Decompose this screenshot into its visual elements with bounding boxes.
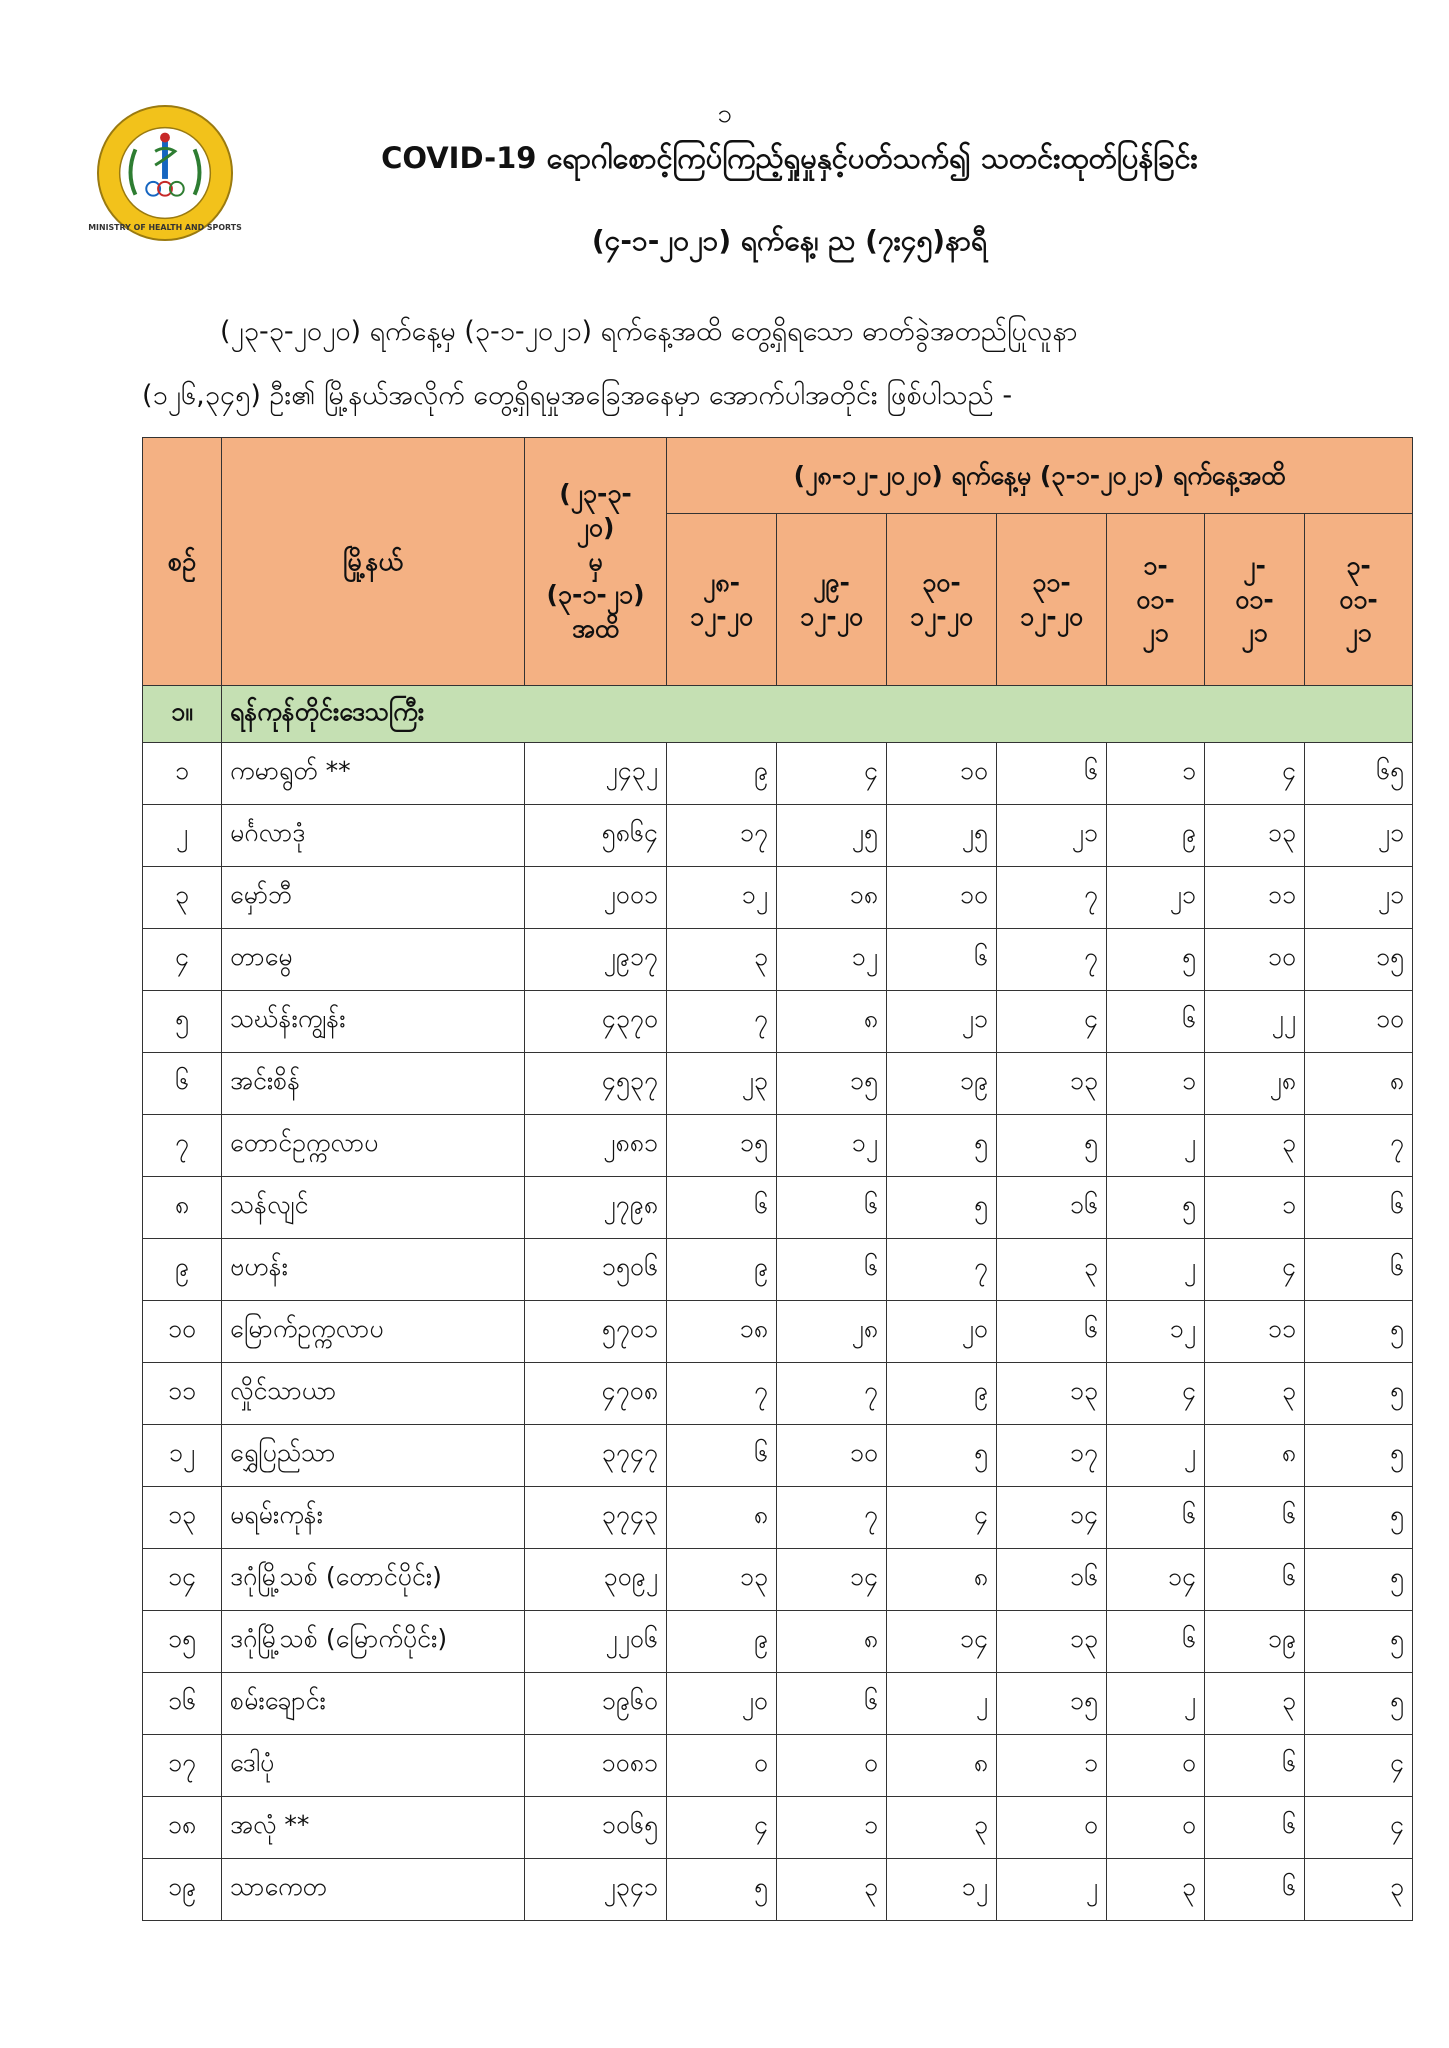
header-cumulative: (၂၃-၃- ၂၀) မှ (၃-၁-၂၁) အထိ — [525, 438, 667, 686]
daily-cases: ၆ — [1205, 1487, 1305, 1549]
daily-cases: ၁၅ — [997, 1673, 1107, 1735]
daily-cases: ၅ — [1305, 1549, 1413, 1611]
daily-cases: ၆ — [777, 1177, 887, 1239]
daily-cases: ၆ — [667, 1425, 777, 1487]
township-name: ဗဟန်း — [222, 1239, 525, 1301]
cumulative-cases: ၁၉၆၀ — [525, 1673, 667, 1735]
table-row — [143, 1735, 1413, 1797]
row-number: ၁၉ — [143, 1859, 222, 1921]
daily-cases: ၂၁ — [997, 805, 1107, 867]
cumulative-cases: ၂၂၀၆ — [525, 1611, 667, 1673]
row-number: ၆ — [143, 1053, 222, 1115]
daily-cases: ၇ — [997, 929, 1107, 991]
row-number: ၁၅ — [143, 1611, 222, 1673]
table-row — [143, 1549, 1413, 1611]
daily-cases: ၇ — [887, 1239, 997, 1301]
intro-line-1: (၂၃-၃-၂၀၂၀) ရက်နေ့မှ (၃-၁-၂၀၂၁) ရက်နေ့အထိ တွေ့ရှိရသော ဓာတ်ခွဲအတည်ပြုလူနာ — [220, 316, 1078, 347]
daily-cases: ၂၅ — [887, 805, 997, 867]
row-number: ၁၄ — [143, 1549, 222, 1611]
daily-cases: ၀ — [777, 1735, 887, 1797]
daily-cases: ၂၅ — [777, 805, 887, 867]
table-row — [143, 743, 1413, 805]
daily-cases: ၁၃ — [997, 1363, 1107, 1425]
daily-cases: ၆ — [1305, 1239, 1413, 1301]
daily-cases: ၇ — [1305, 1115, 1413, 1177]
daily-cases: ၅ — [1107, 929, 1205, 991]
daily-cases: ၇ — [667, 991, 777, 1053]
daily-cases: ၁ — [1205, 1177, 1305, 1239]
cumulative-cases: ၂၀၀၁ — [525, 867, 667, 929]
daily-cases: ၁၅ — [1305, 929, 1413, 991]
daily-cases: ၁၆ — [997, 1177, 1107, 1239]
row-number: ၁၃ — [143, 1487, 222, 1549]
daily-cases: ၂၀ — [887, 1301, 997, 1363]
daily-cases: ၆ — [1205, 1735, 1305, 1797]
daily-cases: ၁၁ — [1205, 1301, 1305, 1363]
cumulative-cases: ၂၇၉၈ — [525, 1177, 667, 1239]
township-name: သန်လျင် — [222, 1177, 525, 1239]
daily-cases: ၄ — [1205, 743, 1305, 805]
header-date-range: (၂၈-၁၂-၂၀၂၀) ရက်နေ့မှ (၃-၁-၂၀၂၁) ရက်နေ့အထိ — [667, 438, 1413, 514]
daily-cases: ၃ — [1107, 1859, 1205, 1921]
daily-cases: ၈ — [1305, 1053, 1413, 1115]
daily-cases: ၅ — [1305, 1425, 1413, 1487]
table-row — [143, 1797, 1413, 1859]
daily-cases: ၁ — [1107, 743, 1205, 805]
header-date-6: ၂- ၀၁- ၂၁ — [1205, 514, 1305, 686]
cumulative-cases: ၂၄၃၂ — [525, 743, 667, 805]
daily-cases: ၆ — [1205, 1797, 1305, 1859]
daily-cases: ၂ — [1107, 1673, 1205, 1735]
row-number: ၁၈ — [143, 1797, 222, 1859]
daily-cases: ၆ — [1305, 1177, 1413, 1239]
row-number: ၇ — [143, 1115, 222, 1177]
township-name: မြောက်ဥက္ကလာပ — [222, 1301, 525, 1363]
intro-line-2: (၁၂၆,၃၄၅) ဦး၏ မြို့နယ်အလိုက် တွေ့ရှိရမှုအခြေအနေမှာ အောက်ပါအတိုင်း ဖြစ်ပါသည် - — [142, 380, 1013, 411]
daily-cases: ၁၄ — [1107, 1549, 1205, 1611]
row-number: ၅ — [143, 991, 222, 1053]
cumulative-cases: ၂၉၁၇ — [525, 929, 667, 991]
daily-cases: ၁၀ — [887, 867, 997, 929]
daily-cases: ၉ — [667, 1239, 777, 1301]
daily-cases: ၈ — [667, 1487, 777, 1549]
daily-cases: ၂ — [887, 1673, 997, 1735]
daily-cases: ၆ — [1205, 1549, 1305, 1611]
township-name: ဒဂုံမြို့သစ် (မြောက်ပိုင်း) — [222, 1611, 525, 1673]
row-number: ၁၁ — [143, 1363, 222, 1425]
daily-cases: ၁၇ — [667, 805, 777, 867]
township-name: အလုံ ** — [222, 1797, 525, 1859]
daily-cases: ၃ — [777, 1859, 887, 1921]
row-number: ၁၇ — [143, 1735, 222, 1797]
daily-cases: ၁၃ — [1205, 805, 1305, 867]
daily-cases: ၆ — [1107, 1611, 1205, 1673]
township-name: လှိုင်သာယာ — [222, 1363, 525, 1425]
daily-cases: ၅ — [997, 1115, 1107, 1177]
daily-cases: ၁၅ — [777, 1053, 887, 1115]
daily-cases: ၈ — [1205, 1425, 1305, 1487]
township-name: မင်္ဂလာဒုံ — [222, 805, 525, 867]
cumulative-cases: ၃၀၉၂ — [525, 1549, 667, 1611]
document-title: COVID-19 ရောဂါစောင့်ကြပ်ကြည့်ရှုမှုနှင့်ပတ်သက်၍ သတင်းထုတ်ပြန်ခြင်း — [381, 141, 1198, 175]
daily-cases: ၀ — [997, 1797, 1107, 1859]
daily-cases: ၂ — [1107, 1239, 1205, 1301]
table-row — [143, 1177, 1413, 1239]
daily-cases: ၁၂ — [777, 929, 887, 991]
daily-cases: ၆ — [667, 1177, 777, 1239]
table-row — [143, 1611, 1413, 1673]
cumulative-cases: ၅၇၀၁ — [525, 1301, 667, 1363]
daily-cases: ၁၀ — [1205, 929, 1305, 991]
daily-cases: ၁၂ — [1107, 1301, 1205, 1363]
daily-cases: ၁၈ — [777, 867, 887, 929]
daily-cases: ၈ — [777, 991, 887, 1053]
daily-cases: ၉ — [667, 743, 777, 805]
row-number: ၁ — [143, 743, 222, 805]
township-name: သဃ်န်းကျွန်း — [222, 991, 525, 1053]
table-row — [143, 1301, 1413, 1363]
daily-cases: ၄ — [1205, 1239, 1305, 1301]
daily-cases: ၃ — [1305, 1859, 1413, 1921]
daily-cases: ၁၆ — [997, 1549, 1107, 1611]
daily-cases: ၆ — [887, 929, 997, 991]
region-name: ရန်ကုန်တိုင်းဒေသကြီး — [222, 686, 1413, 743]
row-number: ၃ — [143, 867, 222, 929]
daily-cases: ၁ — [777, 1797, 887, 1859]
daily-cases: ၁၃ — [997, 1053, 1107, 1115]
region-number: ၁။ — [143, 686, 222, 743]
header-township: မြို့နယ် — [222, 438, 525, 686]
daily-cases: ၅ — [1305, 1673, 1413, 1735]
daily-cases: ၂ — [1107, 1425, 1205, 1487]
township-name: မရမ်းကုန်း — [222, 1487, 525, 1549]
header-date-3: ၃၀- ၁၂-၂၀ — [887, 514, 997, 686]
daily-cases: ၆ — [997, 743, 1107, 805]
daily-cases: ၃ — [1205, 1363, 1305, 1425]
daily-cases: ၄ — [1107, 1363, 1205, 1425]
daily-cases: ၁၀ — [1305, 991, 1413, 1053]
daily-cases: ၂၁ — [1107, 867, 1205, 929]
daily-cases: ၅ — [887, 1115, 997, 1177]
daily-cases: ၇ — [667, 1363, 777, 1425]
daily-cases: ၃ — [1205, 1115, 1305, 1177]
cumulative-cases: ၄၇၀၈ — [525, 1363, 667, 1425]
daily-cases: ၂၈ — [777, 1301, 887, 1363]
daily-cases: ၁၉ — [887, 1053, 997, 1115]
cumulative-cases: ၂၈၈၁ — [525, 1115, 667, 1177]
daily-cases: ၁၁ — [1205, 867, 1305, 929]
daily-cases: ၄ — [887, 1487, 997, 1549]
daily-cases: ၁၀ — [887, 743, 997, 805]
header-date-2: ၂၉- ၁၂-၂၀ — [777, 514, 887, 686]
daily-cases: ၆ — [1107, 1487, 1205, 1549]
daily-cases: ၄ — [997, 991, 1107, 1053]
township-cases-table — [142, 437, 1413, 1921]
daily-cases: ၃ — [887, 1797, 997, 1859]
daily-cases: ၂၁ — [1305, 867, 1413, 929]
daily-cases: ၁၅ — [667, 1115, 777, 1177]
daily-cases: ၆ — [1205, 1859, 1305, 1921]
table-row — [143, 1115, 1413, 1177]
daily-cases: ၃ — [997, 1239, 1107, 1301]
daily-cases: ၇ — [777, 1487, 887, 1549]
daily-cases: ၁ — [1107, 1053, 1205, 1115]
daily-cases: ၆၅ — [1305, 743, 1413, 805]
daily-cases: ၀ — [1107, 1735, 1205, 1797]
daily-cases: ၁၂ — [777, 1115, 887, 1177]
township-name: တာမွေ — [222, 929, 525, 991]
daily-cases: ၆ — [1107, 991, 1205, 1053]
document-subtitle: (၄-၁-၂၀၂၁) ရက်နေ့၊ ည (၇း၄၅)နာရီ — [591, 224, 988, 257]
row-number: ၄ — [143, 929, 222, 991]
township-name: သာကေတ — [222, 1859, 525, 1921]
header-date-4: ၃၁- ၁၂-၂၀ — [997, 514, 1107, 686]
daily-cases: ၅ — [667, 1859, 777, 1921]
township-name: ရွှေပြည်သာ — [222, 1425, 525, 1487]
row-number: ၁၂ — [143, 1425, 222, 1487]
daily-cases: ၉ — [1107, 805, 1205, 867]
daily-cases: ၅ — [1305, 1611, 1413, 1673]
cumulative-cases: ၄၃၇၀ — [525, 991, 667, 1053]
daily-cases: ၁ — [997, 1735, 1107, 1797]
cumulative-cases: ၁၀၈၁ — [525, 1735, 667, 1797]
header-date-5: ၁- ၀၁- ၂၁ — [1107, 514, 1205, 686]
cumulative-cases: ၁၅၀၆ — [525, 1239, 667, 1301]
cumulative-cases: ၃၇၄၃ — [525, 1487, 667, 1549]
table-row — [143, 1487, 1413, 1549]
row-number: ၁၀ — [143, 1301, 222, 1363]
cumulative-cases: ၃၇၄၇ — [525, 1425, 667, 1487]
daily-cases: ၆ — [777, 1673, 887, 1735]
row-number: ၁၆ — [143, 1673, 222, 1735]
daily-cases: ၅ — [1305, 1301, 1413, 1363]
township-name: ဒဂုံမြို့သစ် (တောင်ပိုင်း) — [222, 1549, 525, 1611]
daily-cases: ၈ — [887, 1549, 997, 1611]
daily-cases: ၈ — [887, 1735, 997, 1797]
daily-cases: ၁၄ — [997, 1487, 1107, 1549]
logo-text: MINISTRY OF HEALTH AND SPORTS — [88, 223, 242, 233]
township-name: ဒေါပုံ — [222, 1735, 525, 1797]
table-row — [143, 1053, 1413, 1115]
header-date-7: ၃- ၀၁- ၂၁ — [1305, 514, 1413, 686]
table-row — [143, 1363, 1413, 1425]
daily-cases: ၄ — [1305, 1797, 1413, 1859]
cumulative-cases: ၄၅၃၇ — [525, 1053, 667, 1115]
table-row — [143, 805, 1413, 867]
row-number: ၈ — [143, 1177, 222, 1239]
daily-cases: ၁၃ — [997, 1611, 1107, 1673]
daily-cases: ၂၁ — [887, 991, 997, 1053]
daily-cases: ၆ — [997, 1301, 1107, 1363]
daily-cases: ၇ — [777, 1363, 887, 1425]
daily-cases: ၄ — [777, 743, 887, 805]
daily-cases: ၁၀ — [777, 1425, 887, 1487]
township-name: ကမာရွတ် ** — [222, 743, 525, 805]
daily-cases: ၃ — [1205, 1673, 1305, 1735]
row-number: ၉ — [143, 1239, 222, 1301]
daily-cases: ၁၃ — [667, 1549, 777, 1611]
daily-cases: ၇ — [997, 867, 1107, 929]
daily-cases: ၀ — [667, 1735, 777, 1797]
daily-cases: ၂ — [997, 1859, 1107, 1921]
page-number: ၁ — [717, 99, 732, 129]
daily-cases: ၀ — [1107, 1797, 1205, 1859]
daily-cases: ၉ — [667, 1611, 777, 1673]
daily-cases: ၂ — [1107, 1115, 1205, 1177]
table-row — [143, 1673, 1413, 1735]
daily-cases: ၄ — [1305, 1735, 1413, 1797]
daily-cases: ၂၁ — [1305, 805, 1413, 867]
table-row — [143, 1239, 1413, 1301]
daily-cases: ၅ — [1305, 1487, 1413, 1549]
daily-cases: ၅ — [1305, 1363, 1413, 1425]
daily-cases: ၁၈ — [667, 1301, 777, 1363]
daily-cases: ၂၀ — [667, 1673, 777, 1735]
table-row — [143, 1859, 1413, 1921]
table-row — [143, 929, 1413, 991]
township-name: စမ်းချောင်း — [222, 1673, 525, 1735]
table-row — [143, 867, 1413, 929]
daily-cases: ၆ — [777, 1239, 887, 1301]
daily-cases: ၈ — [777, 1611, 887, 1673]
daily-cases: ၁၂ — [887, 1859, 997, 1921]
header-date-1: ၂၈- ၁၂-၂၀ — [667, 514, 777, 686]
daily-cases: ၃ — [667, 929, 777, 991]
region-row — [143, 686, 1413, 743]
daily-cases: ၁၇ — [997, 1425, 1107, 1487]
header-no: စဉ် — [143, 438, 222, 686]
cumulative-cases: ၁၀၆၅ — [525, 1797, 667, 1859]
row-number: ၂ — [143, 805, 222, 867]
daily-cases: ၁၂ — [667, 867, 777, 929]
township-name: အင်းစိန် — [222, 1053, 525, 1115]
table-row — [143, 1425, 1413, 1487]
table-row — [143, 991, 1413, 1053]
daily-cases: ၂၈ — [1205, 1053, 1305, 1115]
daily-cases: ၅ — [887, 1177, 997, 1239]
daily-cases: ၁၄ — [887, 1611, 997, 1673]
daily-cases: ၅ — [887, 1425, 997, 1487]
daily-cases: ၄ — [667, 1797, 777, 1859]
daily-cases: ၉ — [887, 1363, 997, 1425]
cumulative-cases: ၅၈၆၄ — [525, 805, 667, 867]
township-name: မှော်ဘီ — [222, 867, 525, 929]
daily-cases: ၂၃ — [667, 1053, 777, 1115]
daily-cases: ၂၂ — [1205, 991, 1305, 1053]
daily-cases: ၁၄ — [777, 1549, 887, 1611]
daily-cases: ၁၉ — [1205, 1611, 1305, 1673]
daily-cases: ၅ — [1107, 1177, 1205, 1239]
cumulative-cases: ၂၃၄၁ — [525, 1859, 667, 1921]
township-name: တောင်ဥက္ကလာပ — [222, 1115, 525, 1177]
intro-paragraph — [142, 300, 1412, 428]
